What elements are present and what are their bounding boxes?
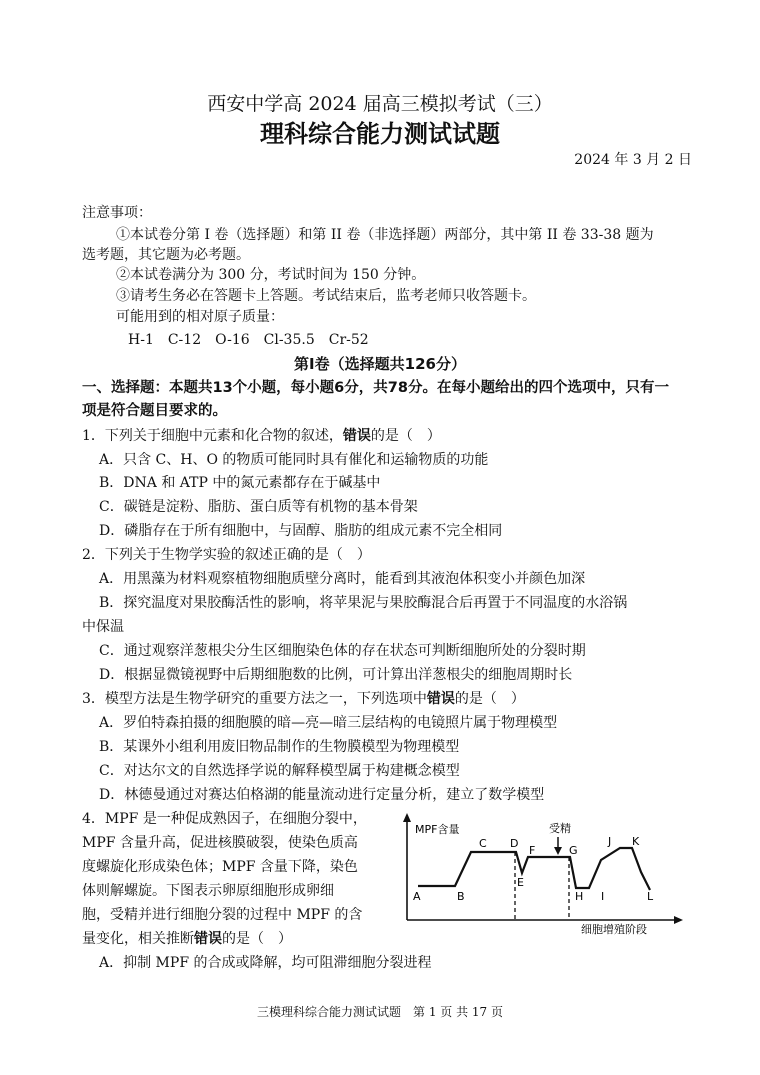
q2-option-c: C．通过观察洋葱根尖分生区细胞染色体的存在状态可判断细胞所处的分裂时期 [99, 643, 586, 659]
q3-stem-emphasis: 错误 [426, 691, 455, 707]
exam-subtitle: 理科综合能力测试试题 [260, 120, 500, 148]
point-d: D [510, 837, 519, 850]
q2-option-a: A．用黑藻为材料观察植物细胞质壁分离时，能看到其液泡体积变小并颜色加深 [99, 571, 586, 587]
q3-option-c: C．对达尔文的自然选择学说的解释模型属于构建概念模型 [99, 763, 460, 779]
notice-item-1b: 选考题，其它题为必考题。 [82, 247, 250, 263]
point-h: H [575, 890, 584, 903]
point-l: L [647, 890, 654, 903]
q3-option-a: A．罗伯特森拍摄的细胞膜的暗—亮—暗三层结构的电镜照片属于物理模型 [99, 715, 558, 731]
point-f: F [529, 844, 536, 857]
q1-option-b: B．DNA 和 ATP 中的氮元素都存在于碱基中 [99, 475, 381, 491]
q4-line-5: 胞，受精并进行细胞分裂的过程中 MPF 的含 [82, 907, 363, 923]
q4-line-2: MPF 含量升高，促进核膜破裂，使染色质高 [82, 835, 358, 851]
q2-stem: 2．下列关于生物学实验的叙述正确的是（ ） [82, 547, 371, 563]
point-k: K [632, 835, 640, 848]
notice-item-2: ②本试卷满分为 300 分，考试时间为 150 分钟。 [116, 267, 426, 283]
q4-line-4: 体则解螺旋。下图表示卵原细胞形成卵细 [82, 883, 334, 899]
q4-line-1: 4．MPF 是一种促成熟因子，在细胞分裂中， [82, 811, 367, 827]
q4-line-6-end: 的是（ ） [222, 931, 292, 947]
x-axis-label: 细胞增殖阶段 [581, 923, 647, 936]
q1-stem-emphasis: 错误 [342, 428, 371, 444]
q1-stem-text: 1．下列关于细胞中元素和化合物的叙述， [82, 428, 343, 444]
fertilization-arrow-head [554, 847, 562, 855]
q4-line-6-text: 量变化，相关推断 [82, 931, 194, 947]
point-e: E [517, 876, 524, 889]
point-j: J [608, 835, 612, 848]
page-footer: 三模理科综合能力测试试题 第 1 页 共 17 页 [257, 1005, 503, 1019]
q4-line-3: 度螺旋化形成染色体；MPF 含量下降，染色 [82, 859, 358, 875]
point-i: I [601, 890, 605, 903]
q4-line-6-emphasis: 错误 [194, 931, 222, 947]
q4-option-a: A．抑制 MPF 的合成或降解，均可阻滞细胞分裂进程 [99, 955, 432, 971]
q1-option-d: D．磷脂存在于所有细胞中，与固醇、脂肪的组成元素不完全相同 [99, 523, 503, 539]
q2-option-b-line2: 中保温 [82, 619, 124, 635]
q3-stem-text: 3．模型方法是生物学研究的重要方法之一，下列选项中 [82, 691, 427, 707]
q2-option-b-line1: B．探究温度对果胶酶活性的影响，将苹果泥与果胶酶混合后再置于不同温度的水浴锅 [99, 595, 628, 611]
section-intro-b: 项是符合题目要求的。 [82, 403, 227, 419]
q1-option-a: A．只含 C、H、O 的物质可能同时具有催化和运输物质的功能 [99, 452, 489, 468]
q3-option-d: D．林德曼通过对赛达伯格湖的能量流动进行定量分析，建立了数学模型 [99, 787, 545, 803]
q2-option-d: D．根据显微镜视野中后期细胞数的比例，可计算出洋葱根尖的细胞周期时长 [99, 667, 573, 683]
q1-option-c: C．碳链是淀粉、脂肪、蛋白质等有机物的基本骨架 [99, 499, 418, 515]
y-axis-arrow [403, 813, 411, 822]
y-axis-label: MPF含量 [415, 823, 460, 836]
atoms-label: 可能用到的相对原子质量： [116, 309, 284, 325]
fertilization-label: 受精 [549, 822, 571, 835]
q3-stem [82, 689, 525, 709]
mpf-graph [395, 810, 695, 940]
exam-title: 西安中学高 2024 届高三模拟考试（三） [207, 93, 553, 115]
exam-date: 2024 年 3 月 2 日 [574, 152, 692, 168]
q3-option-b: B．某课外小组利用废旧物品制作的生物膜模型为物理模型 [99, 739, 460, 755]
point-b: B [457, 890, 465, 903]
atoms-list: H-1 C-12 O-16 Cl-35.5 Cr-52 [128, 332, 369, 348]
section-intro-a: 一、选择题：本题共13个小题，每小题6分，共78分。在每小题给出的四个选项中，只有一 [82, 380, 669, 396]
q3-stem-end: 的是（ ） [454, 691, 525, 707]
point-c: C [479, 837, 487, 850]
point-g: G [569, 844, 578, 857]
point-a: A [413, 890, 421, 903]
notice-item-3: ③请考生务必在答题卡上答题。考试结束后，监考老师只收答题卡。 [116, 288, 536, 304]
notice-item-1a: ①本试卷分第 I 卷（选择题）和第 II 卷（非选择题）两部分，其中第 II 卷 33-38 题为 [116, 227, 654, 243]
q1-stem-end: 的是（ ） [370, 428, 441, 444]
section-heading: 第Ⅰ卷（选择题共126分） [294, 355, 466, 373]
x-axis-arrow [674, 916, 683, 924]
notice-heading: 注意事项： [82, 205, 152, 221]
q4-line-6 [82, 929, 292, 949]
q1-stem [82, 426, 441, 446]
